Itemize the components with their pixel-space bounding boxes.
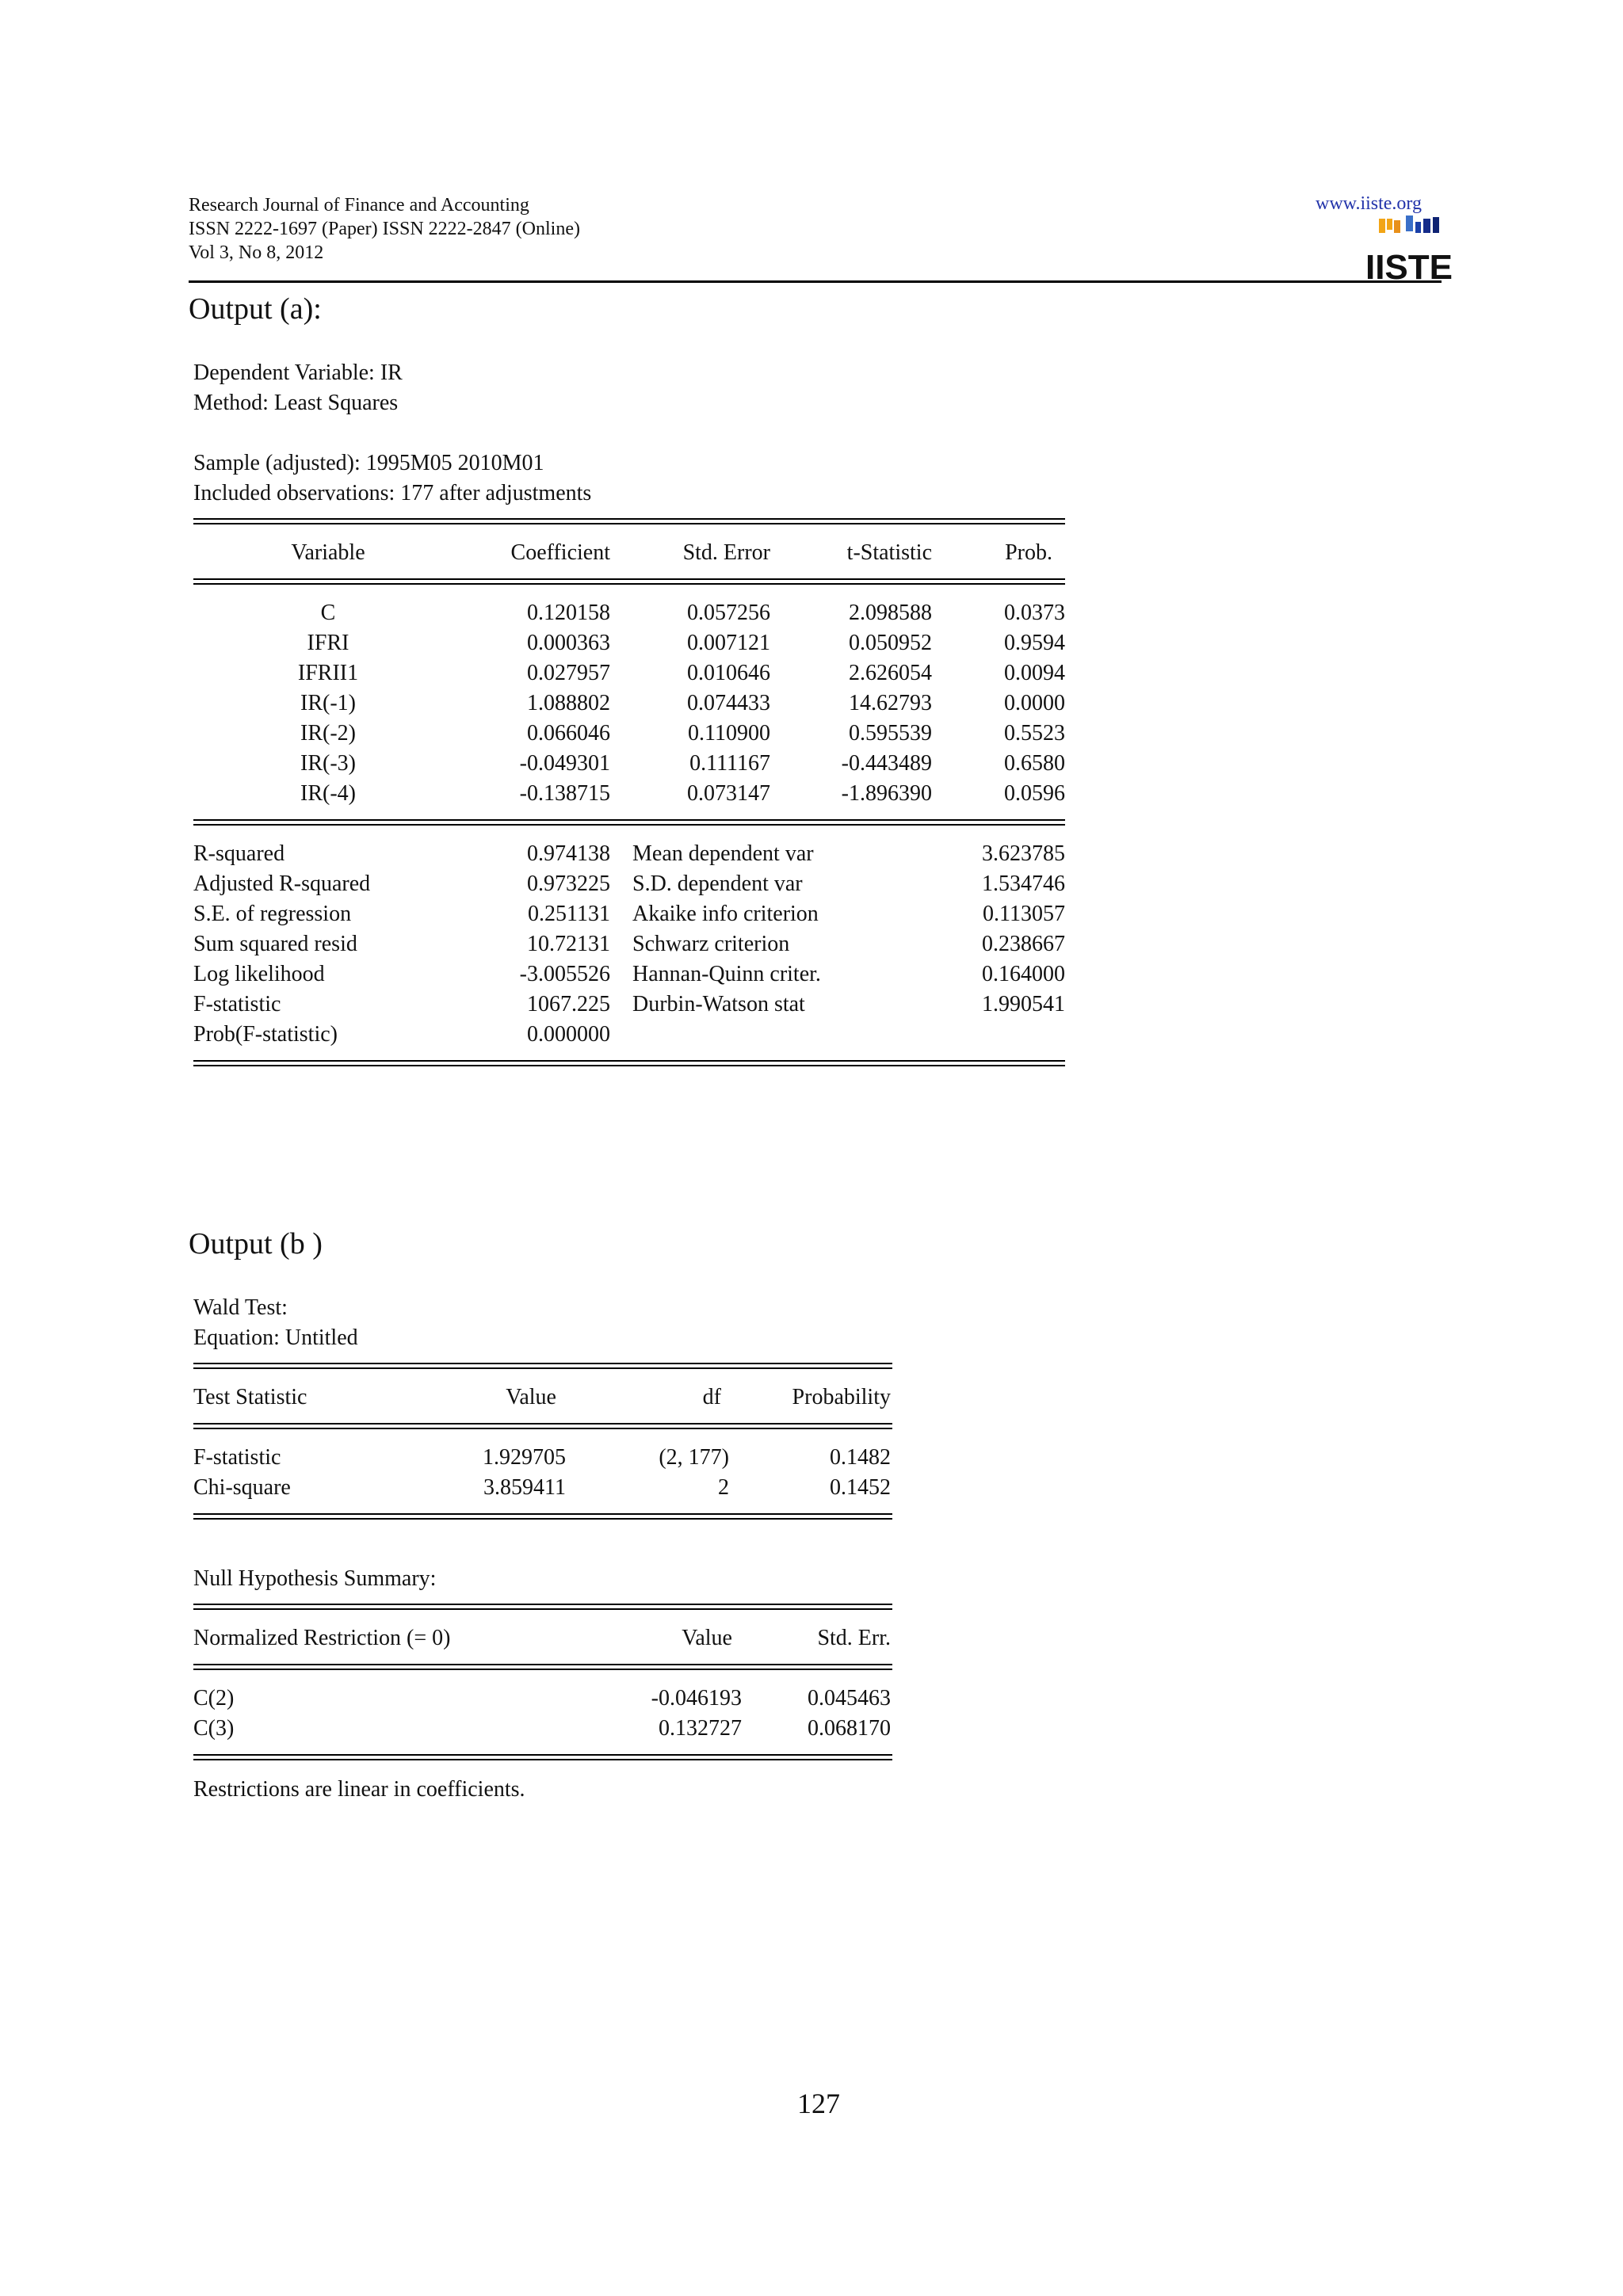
stat-value: 0.251131 [528,902,610,926]
output-a-title: Output (a): [189,292,322,326]
coef-value: 0.027957 [527,661,610,685]
table-b-bottom-rule [193,1513,892,1520]
restriction-name: C(3) [193,1716,235,1741]
coef-variable: IR(-1) [300,691,356,715]
col-t-statistic: t-Statistic [846,540,932,565]
coef-std-error: 0.057256 [687,601,770,625]
header-rule [189,280,1442,283]
restrictions-footnote: Restrictions are linear in coefficients. [193,1777,525,1802]
wald-probability: 0.1452 [830,1475,891,1500]
volume-line: Vol 3, No 8, 2012 [189,242,324,263]
table-b-header-rule [193,1423,892,1429]
coef-value: -0.049301 [519,751,610,776]
coef-value: 0.000363 [527,631,610,655]
stat-value-right: 0.164000 [982,962,1065,986]
coef-std-error: 0.074433 [687,691,770,715]
table-b-top-rule [193,1363,892,1369]
coef-prob: 0.9594 [1004,631,1065,655]
coef-variable: C [320,601,336,625]
coef-value: 0.120158 [527,601,610,625]
iiste-logo [1365,215,1453,287]
stat-value: 10.72131 [527,932,610,956]
stat-value-right: 1.990541 [982,992,1065,1016]
restriction-name: C(2) [193,1686,235,1711]
restriction-value: 0.132727 [659,1716,742,1741]
table-c-top-rule [193,1604,892,1610]
page-number: 127 [797,2088,840,2119]
col-probability: Probability [792,1385,891,1409]
table-c-bottom-rule [193,1754,892,1760]
col-null-std-err: Std. Err. [817,1626,891,1650]
stat-label: Log likelihood [193,962,325,986]
restriction-std-err: 0.068170 [808,1716,891,1741]
coef-t-stat: -0.443489 [841,751,932,776]
col-coefficient: Coefficient [510,540,610,565]
dependent-variable: Dependent Variable: IR [193,360,403,385]
website-link[interactable]: www.iiste.org [1316,193,1422,214]
stat-label-right: Akaike info criterion [632,902,819,926]
equation-label: Equation: Untitled [193,1325,358,1350]
col-test-statistic: Test Statistic [193,1385,307,1409]
stat-label: F-statistic [193,992,281,1016]
coef-prob: 0.0094 [1004,661,1065,685]
stat-value: 0.000000 [527,1022,610,1047]
coef-prob: 0.5523 [1004,721,1065,746]
svg-text:IISTE: IISTE [1365,248,1453,287]
stat-label-right: Hannan-Quinn criter. [632,962,821,986]
col-std-error: Std. Error [682,540,770,565]
stat-label-right: S.D. dependent var [632,871,803,896]
col-prob: Prob. [1005,540,1052,565]
method: Method: Least Squares [193,391,399,415]
coef-value: 1.088802 [527,691,610,715]
stat-label: Adjusted R-squared [193,871,371,896]
stat-value: -3.005526 [519,962,610,986]
stat-label-right: Mean dependent var [632,841,814,866]
stat-label: Prob(F-statistic) [193,1022,338,1047]
coef-prob: 0.0000 [1004,691,1065,715]
coef-t-stat: 2.626054 [849,661,932,685]
col-df: df [702,1385,721,1409]
wald-test-label: Wald Test: [193,1295,288,1320]
coef-std-error: 0.007121 [687,631,770,655]
col-null-value: Value [682,1626,732,1650]
stat-label: Sum squared resid [193,932,357,956]
stat-label: R-squared [193,841,285,866]
coef-value: -0.138715 [519,781,610,806]
sample: Sample (adjusted): 1995M05 2010M01 [193,451,544,475]
table-a-stats-rule [193,819,1065,826]
stat-value: 0.974138 [527,841,610,866]
stat-value-right: 1.534746 [982,871,1065,896]
stat-value: 0.973225 [527,871,610,896]
col-normalized-restriction: Normalized Restriction (= 0) [193,1626,451,1650]
stat-label: S.E. of regression [193,902,352,926]
journal-title: Research Journal of Finance and Accounting [189,195,529,215]
wald-test-name: Chi-square [193,1475,291,1500]
wald-df: 2 [718,1475,729,1500]
coef-std-error: 0.010646 [687,661,770,685]
wald-probability: 0.1482 [830,1445,891,1470]
coef-prob: 0.0373 [1004,601,1065,625]
stat-value-right: 0.113057 [983,902,1065,926]
table-a-top-rule [193,518,1065,524]
restriction-value: -0.046193 [651,1686,742,1711]
stat-label-right: Schwarz criterion [632,932,790,956]
stat-value: 1067.225 [527,992,610,1016]
table-a-bottom-rule [193,1060,1065,1066]
coef-variable: IFRII1 [297,661,359,685]
coef-t-stat: 0.050952 [849,631,932,655]
coef-variable: IFRI [307,631,349,655]
coef-value: 0.066046 [527,721,610,746]
wald-df: (2, 177) [659,1445,729,1470]
null-hypothesis-title: Null Hypothesis Summary: [193,1566,437,1591]
table-c-header-rule [193,1664,892,1670]
col-variable: Variable [291,540,365,565]
coef-t-stat: 14.62793 [849,691,932,715]
stat-value-right: 3.623785 [982,841,1065,866]
coef-variable: IR(-4) [300,781,356,806]
stat-value-right: 0.238667 [982,932,1065,956]
coef-variable: IR(-3) [300,751,356,776]
col-value: Value [506,1385,556,1409]
coef-t-stat: -1.896390 [841,781,932,806]
coef-t-stat: 0.595539 [849,721,932,746]
wald-value: 1.929705 [483,1445,566,1470]
stat-label-right: Durbin-Watson stat [632,992,805,1016]
output-b-title: Output (b ) [189,1227,323,1261]
restriction-std-err: 0.045463 [808,1686,891,1711]
coef-prob: 0.6580 [1004,751,1065,776]
coef-variable: IR(-2) [300,721,356,746]
table-a-header-rule [193,578,1065,585]
wald-test-name: F-statistic [193,1445,281,1470]
issn-line: ISSN 2222-1697 (Paper) ISSN 2222-2847 (Online) [189,219,580,239]
coef-t-stat: 2.098588 [849,601,932,625]
observations: Included observations: 177 after adjustments [193,481,592,505]
coef-std-error: 0.110900 [688,721,770,746]
coef-prob: 0.0596 [1004,781,1065,806]
wald-value: 3.859411 [483,1475,566,1500]
coef-std-error: 0.073147 [687,781,770,806]
coef-std-error: 0.111167 [689,751,770,776]
